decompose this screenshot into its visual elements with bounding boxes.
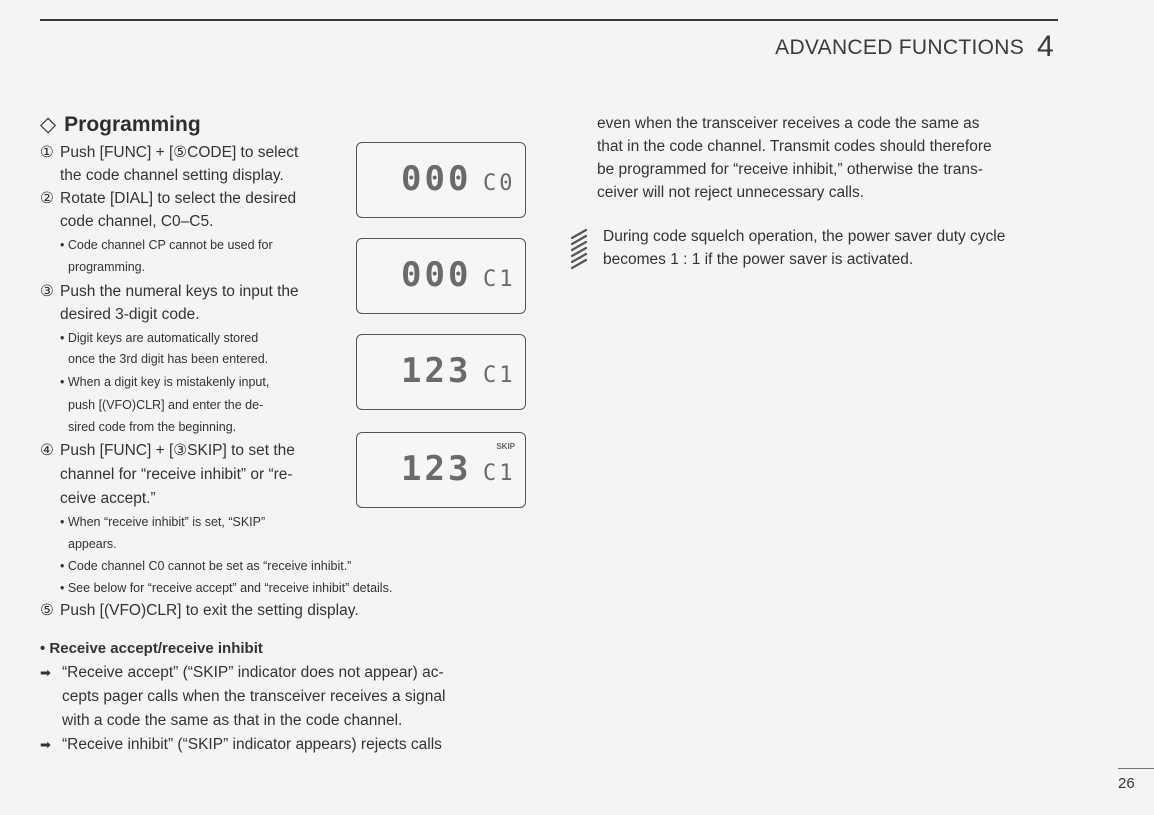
chapter-title: ADVANCED FUNCTIONS [775, 36, 1024, 59]
step-2-note-1: • Code channel CP cannot be used for [60, 238, 273, 252]
step-4-line-1: ④ Push [FUNC] + [③SKIP] to set the [40, 440, 295, 462]
lcd-code-digits: 123 [401, 351, 472, 391]
lcd-channel: C1 [483, 363, 516, 388]
step-4-note-2: appears. [68, 537, 117, 551]
memo-line-2: becomes 1 : 1 if the power saver is activated. [603, 251, 914, 268]
step-1-line-1: ① Push [FUNC] + [⑤CODE] to select [40, 142, 298, 164]
top-rule [40, 19, 1058, 21]
page-number: 26 [1118, 775, 1135, 792]
lcd-code-digits: 123 [401, 449, 472, 489]
lcd-channel: C0 [483, 171, 516, 196]
right-line-1: even when the transceiver receives a code the same as [597, 115, 980, 132]
memo-icon [568, 228, 590, 272]
right-line-4: ceiver will not reject unnecessary calls. [597, 184, 865, 201]
right-line-3: be programmed for “receive inhibit,” otherwise the trans- [597, 161, 983, 178]
step-3-number: ③ [40, 283, 54, 300]
lcd-display-4 [356, 432, 526, 508]
step-1-line-2: the code channel setting display. [60, 167, 284, 184]
step-3-line-1: ③ Push the numeral keys to input the [40, 281, 299, 303]
step-3-note-1: • Digit keys are automatically stored [60, 331, 259, 345]
lcd-display-2 [356, 238, 526, 314]
step-4-note-4: • See below for “receive accept” and “receive inhibit” details. [60, 581, 393, 595]
subsection-heading: • Receive accept/receive inhibit [40, 640, 263, 657]
step-3-note-2: once the 3rd digit has been entered. [68, 352, 269, 366]
step-2-line-2: code channel, C0–C5. [60, 213, 214, 230]
subsection-line-3: with a code the same as that in the code channel. [62, 712, 403, 729]
step-2-note-2: programming. [68, 260, 146, 274]
lcd-channel: C1 [483, 461, 516, 486]
lcd-code-digits: 000 [401, 159, 472, 199]
lcd-skip-indicator: SKIP [496, 442, 515, 451]
section-title: Programming [64, 113, 201, 136]
step-4-number: ④ [40, 442, 54, 459]
lcd-code-digits: 000 [401, 255, 472, 295]
diamond-icon: ◇ [40, 113, 57, 136]
subsection-line-1: ➡ “Receive accept” (“SKIP” indicator does not appear) ac- [40, 662, 444, 684]
arrow-icon: ➡ [40, 665, 51, 680]
step-4-line-3: ceive accept.” [60, 490, 156, 507]
subsection-line-2: cepts pager calls when the transceiver receives a signal [62, 688, 446, 705]
step-2-number: ② [40, 190, 54, 207]
step-5-number: ⑤ [40, 602, 54, 619]
lcd-display-1 [356, 142, 526, 218]
step-2-line-1: ② Rotate [DIAL] to select the desired [40, 188, 296, 210]
page-number-rule [1118, 768, 1154, 769]
chapter-number: 4 [1037, 30, 1054, 63]
step-4-line-2: channel for “receive inhibit” or “re- [60, 466, 293, 483]
step-3-note-3: • When a digit key is mistakenly input, [60, 375, 270, 389]
step-1-number: ① [40, 144, 54, 161]
step-3-line-2: desired 3-digit code. [60, 306, 200, 323]
lcd-display-3 [356, 334, 526, 410]
step-3-note-4: push [(VFO)CLR] and enter the de- [68, 398, 264, 412]
right-line-2: that in the code channel. Transmit codes should therefore [597, 138, 992, 155]
section-heading [40, 112, 201, 137]
subsection-line-4: ➡ “Receive inhibit” (“SKIP” indicator appears) rejects calls [40, 734, 442, 756]
step-3-note-5: sired code from the beginning. [68, 420, 237, 434]
lcd-channel: C1 [483, 267, 516, 292]
step-4-note-3: • Code channel C0 cannot be set as “receive inhibit.” [60, 559, 352, 573]
step-4-note-1: • When “receive inhibit” is set, “SKIP” [60, 515, 266, 529]
step-5-line-1: ⑤ Push [(VFO)CLR] to exit the setting display. [40, 600, 359, 622]
arrow-icon: ➡ [40, 737, 51, 752]
memo-line-1: During code squelch operation, the power saver duty cycle [603, 228, 1006, 245]
